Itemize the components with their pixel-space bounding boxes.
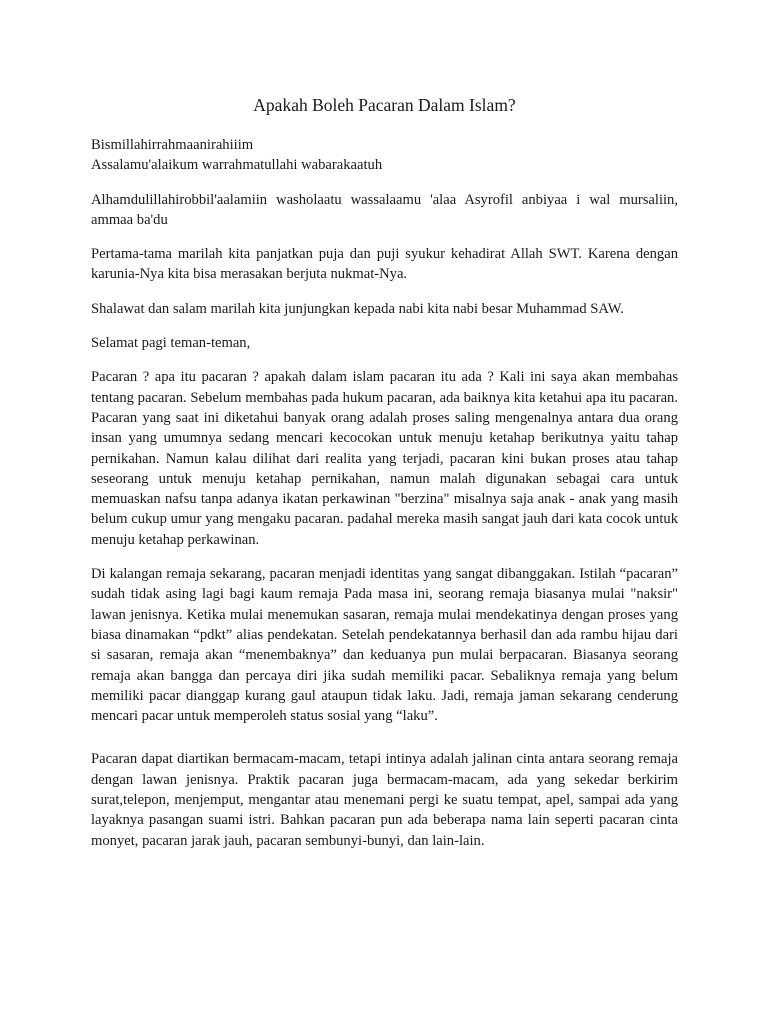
greeting-line: Bismillahirrahmaanirahiiim: [91, 137, 254, 153]
paragraph-salutation: Selamat pagi teman-teman,: [91, 335, 251, 352]
paragraph-praise: Alhamdulillahirobbil'aalamiin washolaatu wassalaamu 'alaa Asyrofil anbiyaa i wal mursaliin, ammaa ba'du: [91, 191, 678, 228]
paragraph-shalawat: Shalawat dan salam marilah kita junjungkan kepada nabi kita nabi besar Muhammad SAW.: [91, 300, 624, 317]
paragraph-teen-dating: Di kalangan remaja sekarang, pacaran menjadi identitas yang sangat dibanggakan. Istilah “pacaran” sudah tidak asing lagi bagi kaum remaja Pada masa ini, seorang remaja biasanya mulai "naksir" lawan jenisnya. Ketika mulai menemukan sasaran, remaja mulai mendekatinya dengan proses yang biasa dinamakan “pdkt” alias pendekatan. Setelah pendekatannya berhasil dan ada rambu hijau dari si sasaran, remaja akan “menembaknya” dan keduanya pun mulai berpacaran. Biasanya seorang remaja akan bangga dan percaya diri jika sudah memiliki pacar. Sebaliknya remaja yang belum memiliki pacar dianggap kurang gaul ataupun tidak laku. Jadi, remaja jaman sekarang cenderung mencari pacar untuk memperoleh status sosial yang “laku”.: [91, 566, 678, 725]
opening-greeting: [91, 135, 678, 176]
paragraph-gratitude: Pertama-tama marilah kita panjatkan puja dan puji syukur kehadirat Allah SWT. Karena dengan karunia-Nya kita bisa merasakan berjuta nukmat-Nya.: [91, 246, 678, 283]
document-body: [91, 94, 678, 865]
paragraph-definition: Pacaran ? apa itu pacaran ? apakah dalam islam pacaran itu ada ? Kali ini saya akan membahas tentang pacaran. Sebelum membahas pada hukum pacaran, ada baiknya kita ketahui apa itu pacaran. Pacaran yang saat ini diketahui banyak orang adalah proses saling mengenalnya antara dua orang insan yang umumnya sedang mencari kecocokan untuk menuju ketahap berikutnya yaitu tahap pernikahan. Namun kalau dilihat dari realita yang terjadi, pacaran kini bukan proses atau tahap seseorang untuk menuju ketahap pernikahan, namun malah digunakan sebagai cara untuk memuaskan nafsu tanpa adanya ikatan perkawinan "berzina" misalnya saja anak - anak yang masih belum cukup umur yang mengaku pacaran. padahal mereka masih sangat jauh dari kata cocok untuk menuju ketahap perkawinan.: [91, 369, 678, 548]
document-title: Apakah Boleh Pacaran Dalam Islam?: [253, 95, 516, 115]
greeting-line: Assalamu'alaikum warrahmatullahi wabarakaatuh: [91, 157, 383, 174]
paragraph-meaning: Pacaran dapat diartikan bermacam-macam, tetapi intinya adalah jalinan cinta antara seorang remaja dengan lawan jenisnya. Praktik pacaran juga bermacam-macam, ada yang sekedar berkirim surat,telepon, menjemput, mengantar atau menemani pergi ke suatu tempat, apel, sampai ada yang layaknya pasangan suami istri. Bahkan pacaran pun ada beberapa nama lain seperti pacaran cinta monyet, pacaran jarak jauh, pacaran sembunyi-bunyi, dan lain-lain.: [91, 751, 678, 849]
